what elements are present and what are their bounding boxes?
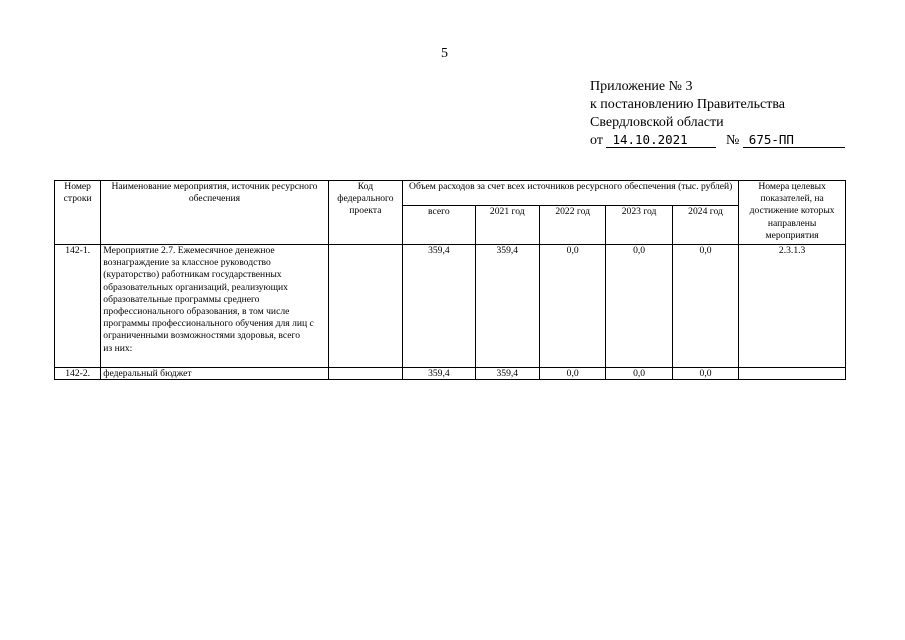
value-total: 359,4 [403,245,475,368]
resolution-number: 675-ПП [743,133,845,148]
event-name: федеральный бюджет [101,368,328,380]
table-header-row [55,181,846,206]
value-2024: 0,0 [672,245,738,368]
value-2022: 0,0 [539,245,605,368]
table-row [55,368,846,380]
value-2022: 0,0 [539,368,605,380]
from-label: от [590,133,603,148]
appendix-resolution-line: к постановлению Правительства [590,97,786,112]
header-expenditure-volume: Объем расходов за счет всех источников ресурсного обеспечения (тыс. рублей) [403,181,739,206]
header-total: всего [403,206,475,245]
appendix-title: Приложение № 3 [590,79,693,94]
header-2022: 2022 год [539,206,605,245]
header-event-name: Наименование мероприятия, источник ресурсного обеспечения [101,181,328,245]
header-row-number: Номер строки [55,181,101,245]
header-2021: 2021 год [475,206,539,245]
event-name: Мероприятие 2.7. Ежемесячное денежное вознаграждение за классное руководство (кураторство) работникам государственных образовательных организаций, реализующих образовательные программы среднего профессионального образования, в том числе программы профессионального обучения для лиц с ограниченными возможностями здоровья, всего [103,245,314,342]
row-number: 142-1. [55,245,101,368]
value-total: 359,4 [403,368,475,380]
header-2023: 2023 год [606,206,672,245]
appendix-date-number-line [590,132,845,150]
number-label: № [725,133,740,148]
page-number: 5 [441,46,448,61]
header-target-indicators: Номера целевых показателей, на достижение которых направлены мероприятия [739,181,846,245]
target-indicator: 2.3.1.3 [739,245,846,368]
event-name-cell [101,245,328,368]
row-number: 142-2. [55,368,101,380]
value-2023: 0,0 [606,368,672,380]
federal-project-code [328,245,402,368]
value-2021: 359,4 [475,245,539,368]
value-2024: 0,0 [672,368,738,380]
appendix-region-line: Свердловской области [590,115,724,130]
target-indicator [739,368,846,380]
federal-project-code [328,368,402,380]
resolution-date: 14.10.2021 [606,133,716,148]
appendix-block [590,78,845,150]
value-2021: 359,4 [475,368,539,380]
header-2024: 2024 год [672,206,738,245]
table-row [55,245,846,368]
event-name-suffix: из них: [103,342,133,354]
value-2023: 0,0 [606,245,672,368]
header-federal-project-code: Код федерального проекта [328,181,402,245]
expenditure-table [54,180,846,380]
